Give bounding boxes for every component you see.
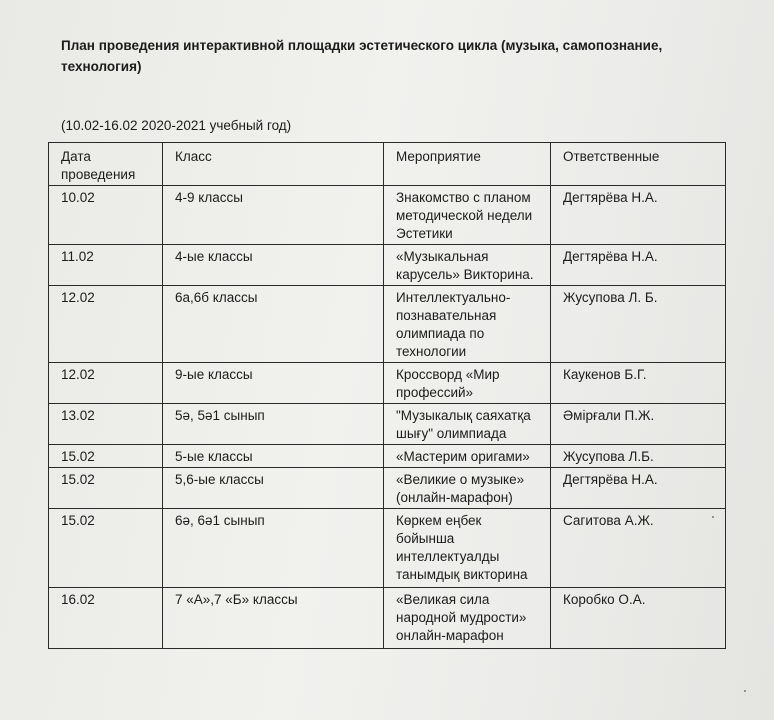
cell-date: 12.02	[49, 363, 163, 404]
cell-date: 15.02	[49, 509, 163, 588]
cell-class: 5ә, 5ә1 сынып	[163, 404, 384, 445]
academic-period: (10.02-16.02 2020-2021 учебный год)	[61, 118, 292, 133]
cell-date: 12.02	[49, 286, 163, 363]
header-class: Класс	[163, 143, 384, 186]
cell-class: 7 «А»,7 «Б» классы	[163, 588, 384, 649]
cell-date: 11.02	[49, 245, 163, 286]
cell-event: Знакомство с планом методической недели Эстетики	[384, 186, 551, 245]
cell-event: «Великие о музыке» (онлайн-марафон)	[384, 468, 551, 509]
cell-event: Көркем еңбек бойынша интеллектуалды танымдық викторина	[384, 509, 551, 588]
cell-date: 16.02	[49, 588, 163, 649]
header-event: Мероприятие	[384, 143, 551, 186]
schedule-table	[48, 142, 726, 649]
cell-event: Кроссворд «Мир профессий»	[384, 363, 551, 404]
cell-class: 4-ые классы	[163, 245, 384, 286]
cell-date: 13.02	[49, 404, 163, 445]
header-date: Дата проведения	[49, 143, 163, 186]
cell-class: 4-9 классы	[163, 186, 384, 245]
cell-class: 6ә, 6ә1 сынып	[163, 509, 384, 588]
cell-responsible: Дегтярёва Н.А.	[551, 245, 726, 286]
table-row	[49, 404, 726, 445]
cell-date: 15.02	[49, 468, 163, 509]
cell-responsible: Каукенов Б.Г.	[551, 363, 726, 404]
table-row	[49, 509, 726, 588]
cell-event: «Музыкальная карусель» Викторина.	[384, 245, 551, 286]
cell-responsible: Дегтярёва Н.А.	[551, 468, 726, 509]
paper-speck	[712, 516, 714, 518]
cell-event: «Великая сила народной мудрости» онлайн-марафон	[384, 588, 551, 649]
cell-date: 10.02	[49, 186, 163, 245]
cell-event: «Мастерим оригами»	[384, 445, 551, 468]
table-row	[49, 363, 726, 404]
cell-responsible: Сагитова А.Ж.	[551, 509, 726, 588]
table-row	[49, 588, 726, 649]
cell-class: 6а,6б классы	[163, 286, 384, 363]
cell-class: 5,6-ые классы	[163, 468, 384, 509]
table-row	[49, 245, 726, 286]
table-row	[49, 468, 726, 509]
table-row	[49, 445, 726, 468]
cell-event: "Музыкалық саяхатқа шығу" олимпиада	[384, 404, 551, 445]
cell-class: 9-ые классы	[163, 363, 384, 404]
cell-class: 5-ые классы	[163, 445, 384, 468]
cell-event: Интеллектуально- познавательная олимпиада по технологии	[384, 286, 551, 363]
cell-responsible: Коробко О.А.	[551, 588, 726, 649]
cell-responsible: Әмірғали П.Ж.	[551, 404, 726, 445]
cell-date: 15.02	[49, 445, 163, 468]
cell-responsible: Дегтярёва Н.А.	[551, 186, 726, 245]
table-row	[49, 286, 726, 363]
cell-responsible: Жусупова Л.Б.	[551, 445, 726, 468]
table-row	[49, 186, 726, 245]
header-responsible: Ответственные	[551, 143, 726, 186]
paper-speck	[744, 690, 746, 692]
cell-responsible: Жусупова Л. Б.	[551, 286, 726, 363]
document-title: План проведения интерактивной площадки эстетического цикла (музыка, самопознание, технология)	[61, 38, 663, 74]
table-header-row	[49, 143, 726, 186]
